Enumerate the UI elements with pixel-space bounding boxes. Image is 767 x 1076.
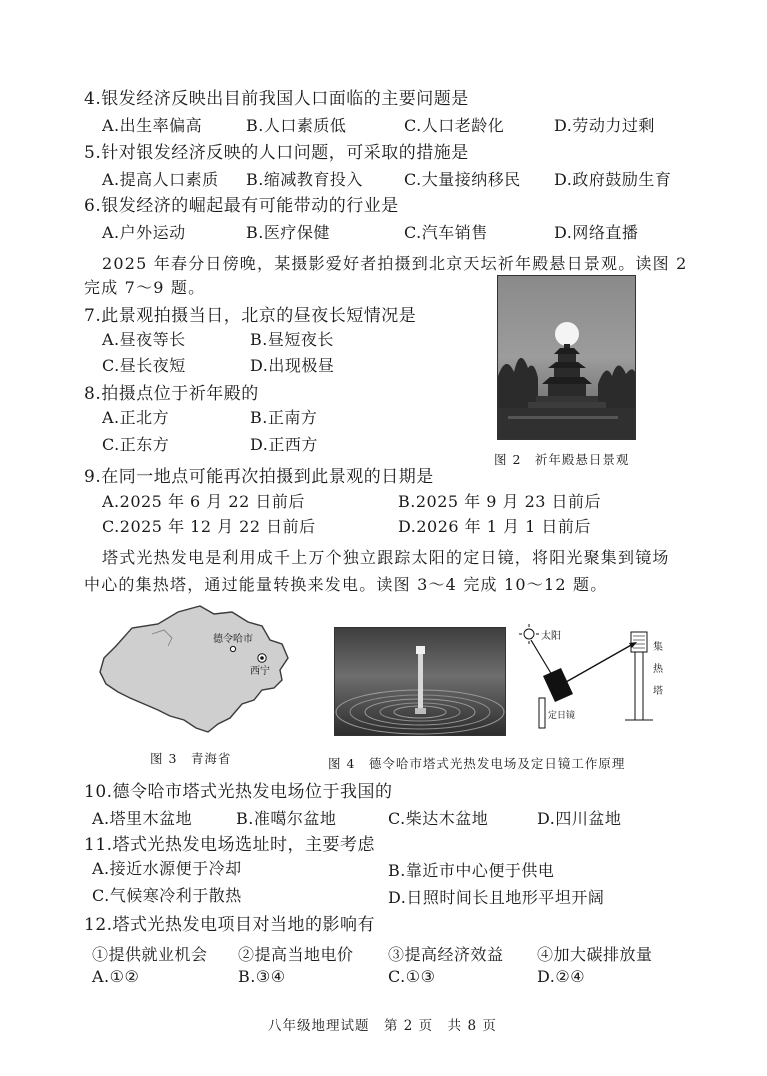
- q5-option-d: D.政府鼓励生育: [554, 170, 672, 189]
- q6-option-a: A.户外运动: [102, 223, 186, 242]
- q6-option-c: C.汽车销售: [404, 223, 488, 242]
- q12-option-d: D.②④: [537, 967, 586, 986]
- intro-7-9-line1: 2025 年春分日傍晚，某摄影爱好者拍摄到北京天坛祈年殿悬日景观。读图 2: [102, 254, 688, 273]
- q7-option-a: A.昼夜等长: [102, 330, 186, 349]
- q9-stem: 9.在同一地点可能再次拍摄到此景观的日期是: [84, 467, 434, 487]
- q8-option-d: D.正西方: [250, 435, 318, 454]
- fig4-diagram: [515, 622, 665, 737]
- q9-option-b: B.2025 年 9 月 23 日前后: [398, 492, 602, 511]
- delingha-label: 德令哈市: [213, 634, 253, 645]
- q10-option-d: D.四川盆地: [537, 809, 622, 828]
- q12-option-a: A.①②: [92, 967, 140, 986]
- q9-option-d: D.2026 年 1 月 1 日前后: [398, 517, 591, 536]
- q7-stem: 7.此景观拍摄当日，北京的昼夜长短情况是: [84, 306, 417, 326]
- page-footer: 八年级地理试题 第 2 页 共 8 页: [268, 1018, 497, 1034]
- q8-option-b: B.正南方: [250, 408, 318, 427]
- heliostat-label: 定日镜: [548, 711, 576, 721]
- fig2-caption: 图 2 祈年殿悬日景观: [494, 452, 630, 467]
- q6-stem: 6.银发经济的崛起最有可能带动的行业是: [84, 196, 399, 216]
- q8-option-c: C.正东方: [102, 435, 170, 454]
- q12-item-1: ①提供就业机会: [92, 945, 208, 964]
- qinghai-map-outline: [92, 600, 322, 740]
- q7-option-b: B.昼短夜长: [250, 330, 334, 349]
- solar-tower-field-image: [335, 628, 505, 735]
- fig3-map: [92, 600, 322, 740]
- q8-stem: 8.拍摄点位于祈年殿的: [84, 384, 259, 404]
- receiver-icon: [631, 632, 647, 652]
- sun-label: 太阳: [541, 631, 561, 642]
- q12-option-c: C.①③: [388, 967, 436, 986]
- tower-icon: [635, 652, 643, 720]
- heliostat-principle-diagram: [515, 622, 665, 737]
- q4-stem: 4.银发经济反映出目前我国人口面临的主要问题是: [84, 89, 469, 109]
- q12-option-b: B.③④: [238, 967, 286, 986]
- q4-option-c: C.人口老龄化: [404, 116, 505, 135]
- q12-item-2: ②提高当地电价: [238, 945, 354, 964]
- tower-label-2: 热: [653, 664, 663, 675]
- intro-10-12-line2: 中心的集热塔，通过能量转换来发电。读图 3～4 完成 10～12 题。: [84, 575, 608, 594]
- q12-stem: 12.塔式光热发电项目对当地的影响有: [84, 915, 376, 935]
- q10-option-a: A.塔里木盆地: [92, 809, 193, 828]
- fig2-photo: [497, 275, 636, 440]
- q4-option-d: D.劳动力过剩: [554, 116, 655, 135]
- q10-option-c: C.柴达木盆地: [388, 809, 489, 828]
- q4-option-b: B.人口素质低: [246, 116, 347, 135]
- q11-option-d: D.日照时间长且地形平坦开阔: [388, 888, 605, 907]
- q7-option-d: D.出现极昼: [250, 356, 335, 375]
- q10-stem: 10.德令哈市塔式光热发电场位于我国的: [84, 782, 393, 802]
- sun-icon: [519, 624, 539, 644]
- q9-option-c: C.2025 年 12 月 22 日前后: [102, 517, 316, 536]
- q6-option-b: B.医疗保健: [246, 223, 330, 242]
- delingha-marker: [230, 646, 235, 651]
- q6-option-d: D.网络直播: [554, 223, 639, 242]
- q4-option-a: A.出生率偏高: [102, 116, 203, 135]
- temple-sunset-image: [498, 276, 635, 439]
- fig3-caption: 图 3 青海省: [150, 751, 232, 766]
- q10-option-b: B.准噶尔盆地: [236, 809, 337, 828]
- intro-7-9-line2: 完成 7～9 题。: [84, 278, 206, 297]
- q7-option-c: C.昼长夜短: [102, 356, 186, 375]
- heliostat-mirror-icon: [543, 668, 573, 702]
- q5-option-c: C.大量接纳移民: [404, 170, 521, 189]
- q12-item-3: ③提高经济效益: [388, 945, 504, 964]
- q12-item-4: ④加大碳排放量: [537, 945, 653, 964]
- fig4-caption: 图 4 德令哈市塔式光热发电场及定日镜工作原理: [328, 756, 626, 771]
- reflected-ray: [559, 644, 633, 686]
- tower-label-1: 集: [653, 642, 663, 653]
- q11-stem: 11.塔式光热发电场选址时，主要考虑: [84, 835, 376, 855]
- q11-option-b: B.靠近市中心便于供电: [388, 861, 555, 880]
- q11-option-a: A.接近水源便于冷却: [92, 859, 242, 878]
- tower-label-3: 塔: [653, 686, 663, 697]
- xining-label: 西宁: [250, 666, 270, 677]
- q5-option-b: B.缩减教育投入: [246, 170, 363, 189]
- q5-option-a: A.提高人口素质: [102, 170, 219, 189]
- fig4-photo: [334, 627, 506, 736]
- intro-10-12-line1: 塔式光热发电是利用成千上万个独立跟踪太阳的定日镜，将阳光聚集到镜场: [102, 548, 670, 567]
- sun-icon: [555, 322, 579, 346]
- q11-option-c: C.气候寒冷利于散热: [92, 886, 242, 905]
- q9-option-a: A.2025 年 6 月 22 日前后: [102, 492, 305, 511]
- q5-stem: 5.针对银发经济反映的人口问题，可采取的措施是: [84, 143, 469, 163]
- q8-option-a: A.正北方: [102, 408, 170, 427]
